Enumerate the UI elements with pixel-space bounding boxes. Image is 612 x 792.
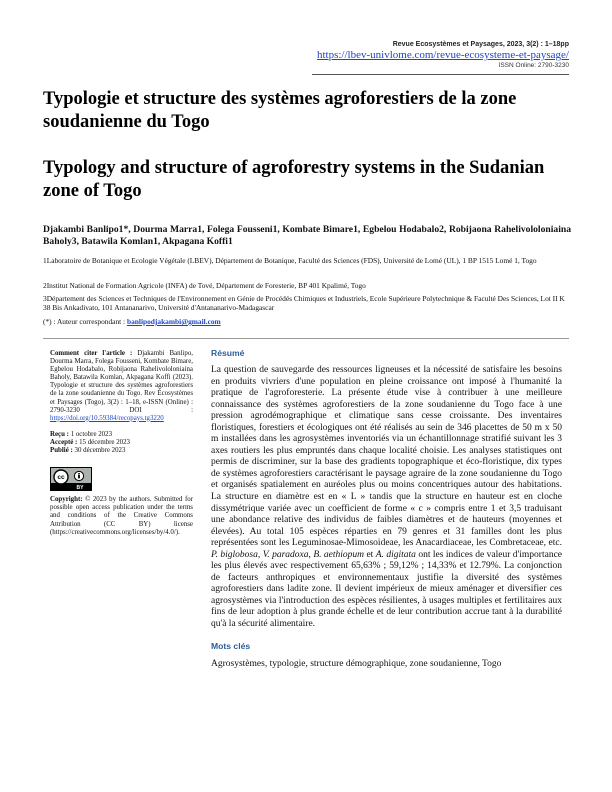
article-info-sidebar xyxy=(50,350,193,537)
corresponding-author xyxy=(43,317,571,326)
doi-label: DOI : xyxy=(129,406,193,414)
received-date: 1 octobre 2023 xyxy=(70,430,113,438)
abstract-section xyxy=(211,348,562,670)
issn-online: ISSN Online: 2790-3230 xyxy=(498,62,569,69)
journal-url-link[interactable]: https://lbev-univlome.com/revue-ecosysteme-et-paysage/ xyxy=(316,49,569,61)
accepted-label: Accepté : xyxy=(50,438,78,446)
species-name: P. biglobosa xyxy=(211,549,258,560)
author-list: Djakambi Banlipo1*, Dourma Marra1, Folega Fousseni1, Kombate Bimare1, Egbelou Hodabalo2, Robijaona Rahelivololoniaina Baholy3, Batawila Komlan1, Akpagana Koffi1 xyxy=(43,224,571,247)
accepted-date: 15 décembre 2023 xyxy=(79,438,130,446)
title-english: Typology and structure of agroforestry systems in the Sudanian zone of Togo xyxy=(43,158,545,201)
received-label: Reçu : xyxy=(50,430,69,438)
published-date: 30 décembre 2023 xyxy=(74,447,126,455)
section-divider xyxy=(43,338,569,339)
species-name: B. aethiopum xyxy=(313,549,365,560)
journal-citation: Revue Ecosystèmes et Paysages, 2023, 3(2) : 1–18pp xyxy=(392,41,569,48)
keywords-heading: Mots clés xyxy=(211,640,251,651)
abstract-text: La question de sauvegarde des ressources ligneuses et la nécessité de satisfaire les besoins en produits vivriers d'une population en pleine croissance ont imposé à l'humanité la pratique de l'agroforesterie. La présente étude vise à contribuer à une meilleure connaissance des systèmes agroforestiers de la zone soudanienne du Togo face à une pression agrodémographique et climatique sans cesse croissante. Des inventaires floristiques, forestiers et écologiques ont été réalisés au sein de 346 placettes de 50 m x 50 m installées dans les agrosystèmes inventoriés via un échantillonnage stratifié suivant les 3 axes routiers les plus empruntés dans chaque localité choisie. Les analyses statistiques ont permis de discriminer, sur la base des gradients topographique et éco-floristique, dix types de systèmes agroforestiers caractérisant le paysage agraire de la zone soudanienne du Togo et organisés spatialement en auréoles plus ou moins concentriques autour des habitations. La structure en diamètre est en « L » tandis que la structure en hauteur est en cloche dissymétrique variée avec un coefficient de forme « c » compris entre 1 et 3,5 traduisant une abondance relative des individus de faibles diamètres et de hauteurs (moyennes et élevées). Au total 105 espèces réparties en 79 genres et 31 familles dont les plus représentées sont les Leguminosae-Mimosoideae, les Anacardiaceae, les Combretaceae, etc. P. biglobosa, V. paradoxa, B. aethiopum et A. digitata ont les indices de valeur d'importance les plus élevés avec respectivement 65,63% ; 59,12% ; 14,33% et 12.79%. La conjonction de facteurs anthropiques et environnementaux justifie la diversité des systèmes agroforestiers dans ladite zone. Il devient impérieux de mieux aménager et diversifier ces agrosystèmes via l'introduction des espèces résilientes, à usages multiples et fertilitaires aux fins de leur adoption à plus grande échelle et de leur contribution accrue tant à la durabilité qu'à la sécurité alimentaire. xyxy=(211,365,563,630)
affiliation-3: 3Département des Sciences et Techniques de l'Environnement en Génie de Procédés Chimiques et Industriels, Ecole Supérieure Polytechnique & Faculté Des Sciences, Lot II K 38 Bis Ankadivato, 101 Antananarivo, Université d'Antananarivo-Madagascar xyxy=(43,294,565,313)
running-header xyxy=(317,40,569,70)
copyright-label: Copyright: xyxy=(50,496,83,504)
cc-by-license-icon xyxy=(50,467,92,491)
title-french: Typologie et structure des systèmes agroforestiers de la zone soudanienne du Togo xyxy=(43,89,517,132)
copyright-block xyxy=(50,496,193,536)
cc-badge-text: cc xyxy=(57,474,65,482)
keywords-text: Agrosystèmes, typologie, structure démographique, zone soudanienne, Togo xyxy=(211,658,502,669)
affiliation-2: 2Institut National de Formation Agricole (INFA) de Tové, Département de Foresterie, BP 401 Kpalimé, Togo xyxy=(43,281,366,290)
published-label: Publié : xyxy=(50,447,73,455)
corresponding-label: (*) : Auteur correspondant : xyxy=(43,317,126,326)
copyright-text: © 2023 by the authors. Submitted for possible open access publication under the terms and conditions of the Creative Commons Attribution (CC BY) license (https://creativecommons.org/licenses/by/4.0/). xyxy=(50,496,193,536)
citation-block xyxy=(50,350,193,423)
svg-text:BY: BY xyxy=(76,485,84,492)
cite-label: Comment citer l'article : xyxy=(50,350,133,357)
affiliation-1: 1Laboratoire de Botanique et Ecologie Végétale (LBEV), Département de Botanique, Faculté des Sciences (FDS), Université de Lomé (UL), 1 BP 1515 Lomé 1, Togo xyxy=(43,256,537,265)
abstract-heading: Résumé xyxy=(211,348,245,358)
corresponding-email-link[interactable]: banlipodjakambi@gmail.com xyxy=(126,317,221,326)
header-divider xyxy=(312,74,569,75)
dates-block xyxy=(50,431,193,455)
doi-link[interactable]: https://doi.org/10.59384/recopays.tg3220 xyxy=(50,414,164,422)
species-name: V. paradoxa xyxy=(262,549,309,560)
cite-text: Djakambi Banlipo, Dourma Marra, Folega Fousseni, Kombate Bimare, Egbelou Hodabalo, Robijaona Rahelivololoniaina Baholy, Batawila Komlan, Akpagana Koffi (2023). Typologie et structure des systèmes agroforestiers de la zone soudanienne du Togo. Rev Écosystèmes et Paysages (Togo), 3(2) : 1–18, e-ISSN (Online) : 2790-3230 xyxy=(50,350,193,414)
species-name: A. digitata xyxy=(375,549,416,560)
